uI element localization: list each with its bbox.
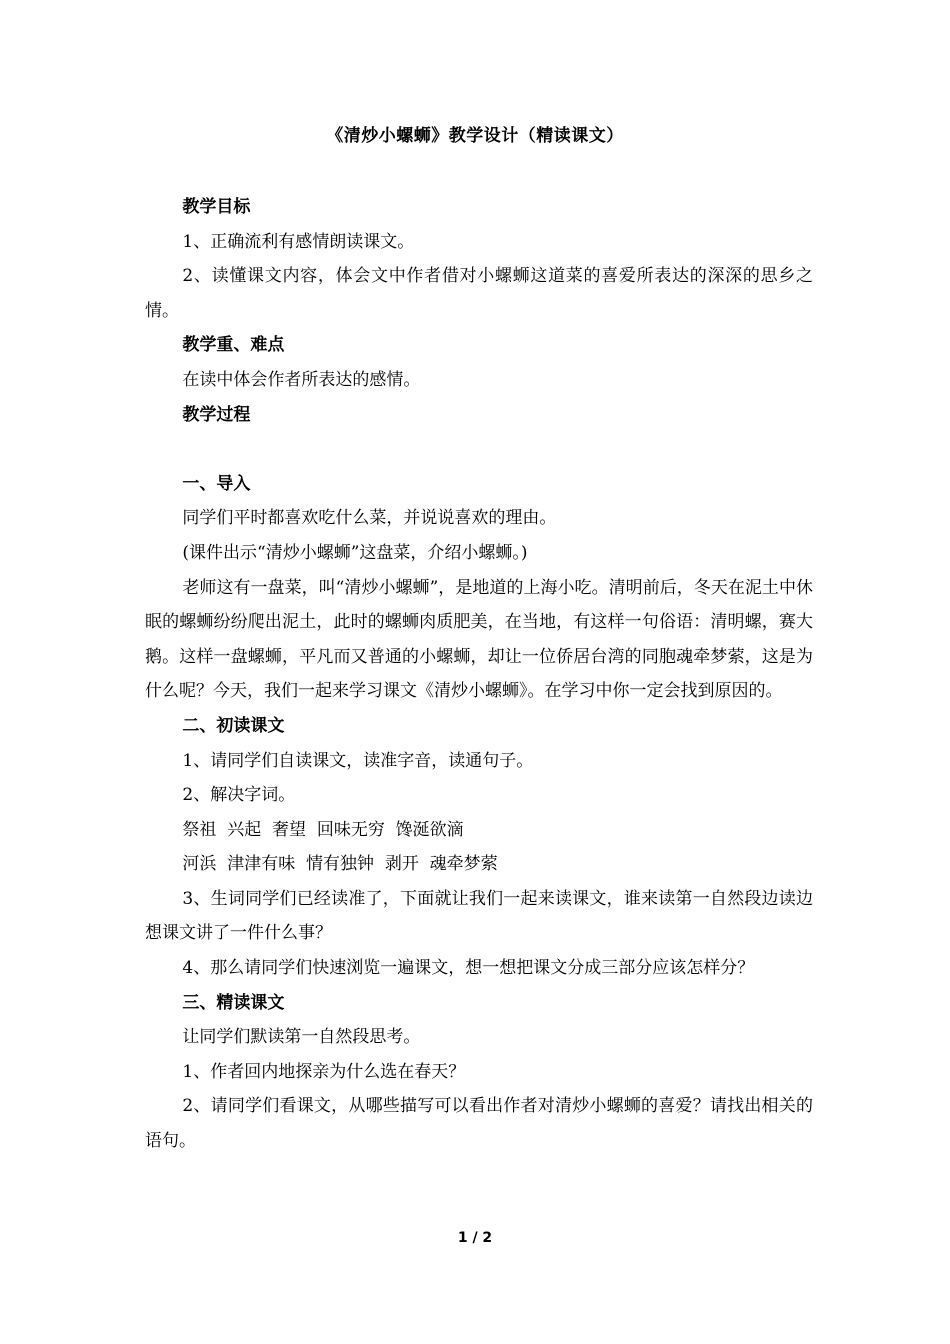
section-heading-process: 教学过程: [182, 404, 251, 425]
vocabulary-line: 河浜 津津有味 情有独钟 剥开 魂牵梦萦: [182, 854, 498, 875]
document-body: [145, 190, 813, 1159]
vocabulary-line: 祭祖 兴起 奢望 回味无穷 馋涎欲滴: [182, 819, 464, 840]
paragraph: 让同学们默读第一自然段思考。: [182, 1027, 421, 1048]
section-heading-first-reading: 二、初读课文: [182, 715, 285, 736]
section-heading-intro: 一、导入: [182, 473, 251, 494]
document-title: 《清炒小螺蛳》教学设计（精读课文）: [326, 126, 624, 146]
paragraph: 老师这有一盘菜，叫“清炒小螺蛳”，是地道的上海小吃。清明前后，冬天在泥土中休眠的螺蛳纷纷爬出泥土，此时的螺蛳肉质肥美，在当地，有这样一句俗语：清明螺，赛大鹅。这样一盘螺蛳，平凡而又普通的小螺蛳，却让一位侨居台湾的同胞魂牵梦萦，这是为什么呢？今天，我们一起来学习课文《清炒小螺蛳》。在学习中你一定会找到原因的。: [145, 577, 813, 702]
paragraph: 1、请同学们自读课文，读准字音，读通句子。: [182, 750, 534, 771]
blank-line: [145, 432, 813, 467]
paragraph: 3、生词同学们已经读准了，下面就让我们一起来读课文，谁来读第一自然段边读边想课文讲了一件什么事？: [145, 888, 813, 944]
paragraph: 同学们平时都喜欢吃什么菜，并说说喜欢的理由。: [182, 508, 557, 529]
paragraph: 2、请同学们看课文，从哪些描写可以看出作者对清炒小螺蛳的喜爱？请找出相关的语句。: [145, 1096, 813, 1152]
page-number: 1 / 2: [457, 1230, 493, 1246]
paragraph: 1、正确流利有感情朗读课文。: [182, 231, 415, 252]
paragraph: 1、作者回内地探亲为什么选在春天？: [182, 1061, 466, 1082]
paragraph: (课件出示“清炒小螺蛳”这盘菜，介绍小螺蛳。): [182, 542, 528, 563]
section-heading-objectives: 教学目标: [182, 197, 251, 217]
paragraph: 在读中体会作者所表达的感情。: [182, 369, 421, 390]
section-heading-close-reading: 三、精读课文: [182, 992, 285, 1013]
paragraph: 2、读懂课文内容，体会文中作者借对小螺蛳这道菜的喜爱所表达的深深的思乡之情。: [145, 266, 813, 321]
section-heading-key-points: 教学重、难点: [182, 335, 285, 356]
paragraph: 2、解决字词。: [182, 785, 296, 806]
paragraph: 4、那么请同学们快速浏览一遍课文，想一想把课文分成三部分应该怎样分？: [182, 958, 755, 979]
